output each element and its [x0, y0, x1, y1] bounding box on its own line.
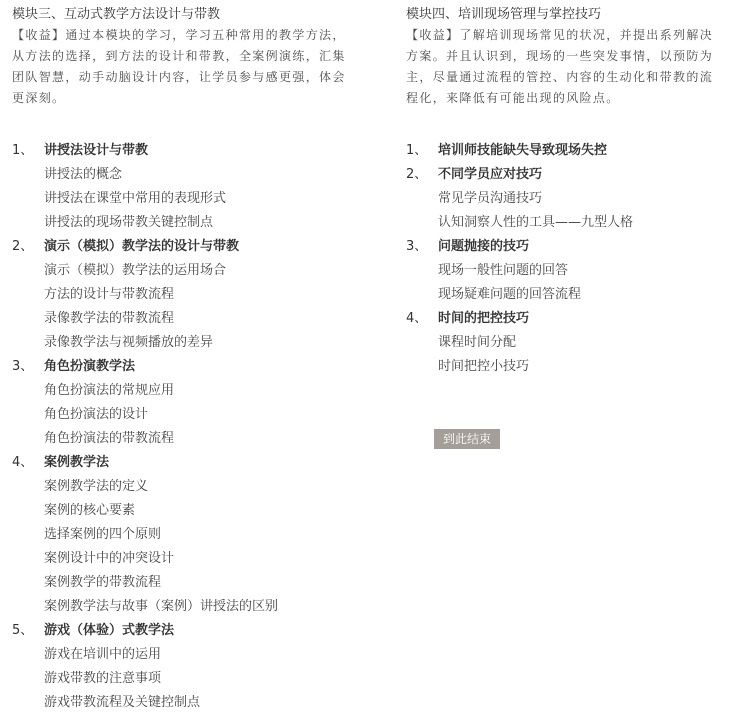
outline-section	[406, 307, 726, 379]
section-sub-item: 时间把控小技巧	[438, 359, 530, 374]
section-title: 时间的把控技巧	[438, 311, 530, 326]
module-four-title: 模块四、培训现场管理与掌控技巧	[406, 7, 602, 22]
section-number: 4、	[12, 455, 34, 470]
outline-section	[406, 139, 726, 163]
section-sub-item: 案例的核心要素	[44, 503, 136, 518]
section-sub-item: 演示（模拟）教学法的运用场合	[44, 263, 227, 278]
section-heading	[12, 619, 370, 643]
module-four-benefit: 【收益】了解培训现场常见的状况，并提出系列解决方案。并且认识到，现场的一些突发事情，以预防为主，尽量通过流程的管控、内容的生动化和带教的流程化，来降低有可能出现的风险点。	[406, 28, 714, 105]
section-heading	[12, 139, 370, 163]
section-heading	[12, 235, 370, 259]
section-heading	[406, 307, 726, 331]
section-number: 2、	[406, 167, 428, 182]
section-sub-item: 认知洞察人性的工具——九型人格	[438, 215, 634, 230]
section-sub-item: 录像教学法与视频播放的差异	[44, 335, 214, 350]
outline-section	[12, 235, 370, 355]
section-number: 1、	[406, 143, 428, 158]
outline-section	[12, 355, 370, 451]
section-title: 问题抛接的技巧	[438, 239, 530, 254]
section-sub-item: 角色扮演法的带教流程	[44, 431, 175, 446]
section-title: 案例教学法	[44, 455, 110, 470]
module-three-outline	[12, 139, 370, 715]
section-sub-item: 游戏在培训中的运用	[44, 647, 162, 662]
section-heading	[12, 451, 370, 475]
section-sub-item: 游戏带教的注意事项	[44, 671, 162, 686]
outline-section	[12, 619, 370, 715]
section-title: 不同学员应对技巧	[438, 167, 543, 182]
section-number: 4、	[406, 311, 428, 326]
section-number: 3、	[12, 359, 34, 374]
section-title: 游戏（体验）式教学法	[44, 623, 175, 638]
section-sub-item: 常见学员沟通技巧	[438, 191, 543, 206]
section-sub-item: 角色扮演法的常规应用	[44, 383, 175, 398]
section-title: 培训师技能缺失导致现场失控	[438, 143, 608, 158]
module-four-column	[406, 6, 726, 446]
section-sub-item: 案例教学的带教流程	[44, 575, 162, 590]
module-three-benefit: 【收益】通过本模块的学习，学习五种常用的教学方法，从方法的选择，到方法的设计和带教，全案例演练，汇集团队智慧，动手动脑设计内容，让学员参与感更强，体会更深刻。	[12, 28, 346, 105]
module-three-title: 模块三、互动式教学方法设计与带教	[12, 7, 221, 22]
module-three-column	[12, 6, 370, 715]
outline-section	[406, 163, 726, 235]
outline-section	[12, 451, 370, 619]
outline-section	[12, 139, 370, 235]
section-number: 5、	[12, 623, 34, 638]
section-sub-item: 现场一般性问题的回答	[438, 263, 569, 278]
section-title: 演示（模拟）教学法的设计与带教	[44, 239, 240, 254]
section-sub-item: 讲授法的概念	[44, 167, 123, 182]
section-sub-item: 游戏带教流程及关键控制点	[44, 695, 201, 710]
section-title: 讲授法设计与带教	[44, 143, 149, 158]
section-heading	[406, 139, 726, 163]
section-sub-item: 讲授法的现场带教关键控制点	[44, 215, 214, 230]
section-heading	[406, 163, 726, 187]
section-sub-item: 案例设计中的冲突设计	[44, 551, 175, 566]
section-sub-item: 录像教学法的带教流程	[44, 311, 175, 326]
section-sub-item: 讲授法在课堂中常用的表现形式	[44, 191, 227, 206]
section-sub-item: 现场疑难问题的回答流程	[438, 287, 582, 302]
section-heading	[406, 235, 726, 259]
section-sub-item: 方法的设计与带教流程	[44, 287, 175, 302]
section-sub-item: 选择案例的四个原则	[44, 527, 162, 542]
section-heading	[12, 355, 370, 379]
section-number: 1、	[12, 143, 34, 158]
section-sub-item: 课程时间分配	[438, 335, 517, 350]
section-sub-item: 角色扮演法的设计	[44, 407, 149, 422]
section-number: 2、	[12, 239, 34, 254]
end-button[interactable]: 到此结束	[434, 429, 500, 449]
outline-section	[406, 235, 726, 307]
section-title: 角色扮演教学法	[44, 359, 136, 374]
module-four-outline	[406, 139, 726, 379]
section-sub-item: 案例教学法的定义	[44, 479, 149, 494]
section-number: 3、	[406, 239, 428, 254]
section-sub-item: 案例教学法与故事（案例）讲授法的区别	[44, 599, 279, 614]
